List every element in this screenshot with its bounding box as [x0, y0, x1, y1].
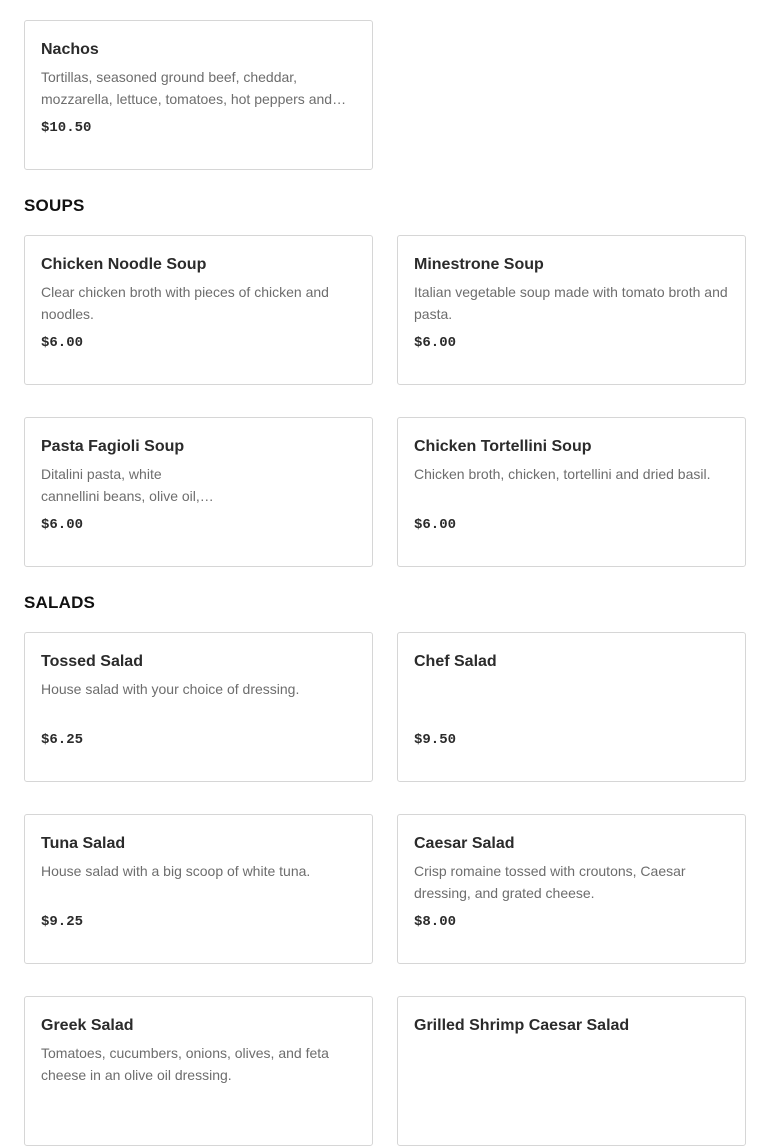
item-description: Chicken broth, chicken, tortellini and dried basil. [414, 466, 711, 482]
appetizers-grid [24, 20, 746, 170]
menu-page [24, 20, 746, 1146]
menu-item-card[interactable] [397, 996, 746, 1146]
section-title-salads: SALADS [24, 593, 96, 612]
menu-item-card[interactable] [24, 996, 373, 1146]
item-price: $8.00 [414, 914, 457, 930]
menu-item-card[interactable] [24, 632, 373, 782]
item-name: Chicken Noodle Soup [41, 256, 207, 273]
item-price: $10.50 [41, 120, 92, 136]
item-price: $6.00 [414, 517, 457, 533]
section-title-soups: SOUPS [24, 196, 85, 215]
item-name: Pasta Fagioli Soup [41, 438, 185, 455]
item-name: Minestrone Soup [414, 256, 544, 273]
soups-grid [24, 235, 746, 567]
salads-grid [24, 632, 746, 1146]
menu-item-card[interactable] [24, 417, 373, 567]
menu-item-card[interactable] [397, 235, 746, 385]
item-description: House salad with a big scoop of white tuna. [41, 863, 311, 879]
item-name: Nachos [41, 41, 99, 58]
item-name: Tuna Salad [41, 835, 126, 852]
item-price: $6.00 [414, 335, 457, 351]
item-name: Chef Salad [414, 653, 497, 670]
item-price: $9.50 [414, 732, 457, 748]
menu-item-card[interactable] [397, 632, 746, 782]
item-description: Tomatoes, cucumbers, onions, olives, and feta cheese in an olive oil dressing. [41, 1045, 329, 1083]
item-name: Caesar Salad [414, 835, 515, 852]
item-description: Italian vegetable soup made with tomato broth and pasta. [414, 284, 728, 322]
menu-item-card[interactable] [397, 814, 746, 964]
item-name: Greek Salad [41, 1017, 134, 1034]
item-description: Clear chicken broth with pieces of chicken and noodles. [41, 284, 329, 322]
item-name: Tossed Salad [41, 653, 143, 670]
item-name: Chicken Tortellini Soup [414, 438, 592, 455]
item-price: $9.25 [41, 914, 84, 930]
item-price: $6.25 [41, 732, 84, 748]
item-price: $6.00 [41, 335, 84, 351]
item-description: House salad with your choice of dressing. [41, 681, 300, 697]
item-price: $6.00 [41, 517, 84, 533]
item-description: Ditalini pasta, white cannellini beans, olive oil, [41, 466, 200, 504]
menu-item-card[interactable] [24, 20, 373, 170]
item-name: Grilled Shrimp Caesar Salad [414, 1017, 630, 1034]
menu-item-card[interactable] [24, 235, 373, 385]
item-description: Tortillas, seasoned ground beef, cheddar, mozzarella, lettuce, tomatoes, hot peppers and [41, 69, 333, 107]
menu-item-card[interactable] [24, 814, 373, 964]
menu-item-card[interactable] [397, 417, 746, 567]
item-description: Crisp romaine tossed with croutons, Caesar dressing, and grated cheese. [414, 863, 686, 901]
